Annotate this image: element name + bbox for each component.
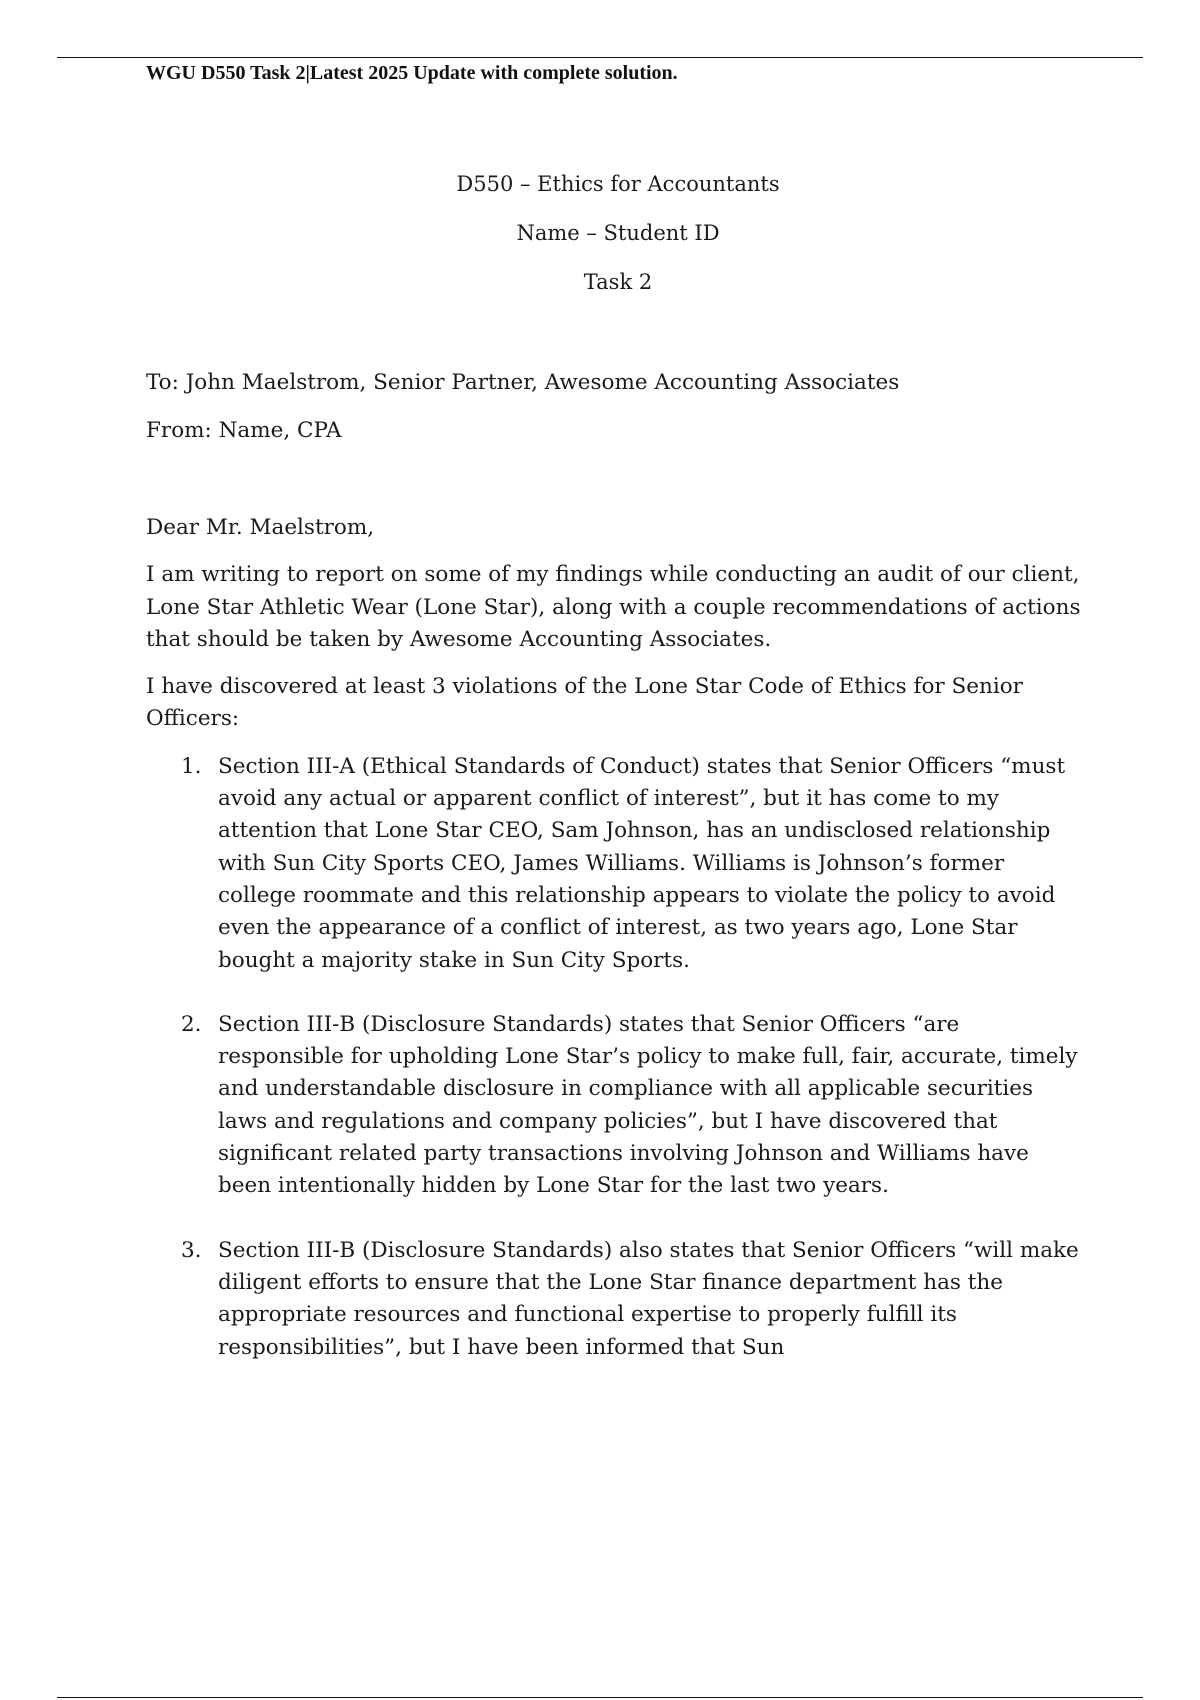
violation-text: Section III-B (Disclosure Standards) states that Senior Officers “are responsible for upholding Lone Star’s policy to make full, fair, accurate, timely and understandable disclosure in compliance with all applicable securities laws and regulations and company policies”, but I have discovered that significant related party transactions involving Johnson and Williams have been intentionally hidden by Lone Star for the last two years. bbox=[218, 1011, 1078, 1199]
memo-header bbox=[146, 368, 1076, 464]
violation-number: 3. bbox=[181, 1237, 202, 1263]
title-block bbox=[0, 170, 1200, 317]
violation-text: Section III-B (Disclosure Standards) also states that Senior Officers “will make diligent efforts to ensure that the Lone Star finance department has the appropriate resources and functional expertise to properly fulfill its responsibilities”, but I have been informed that Sun bbox=[218, 1237, 1079, 1360]
violation-text: Section III-A (Ethical Standards of Conduct) states that Senior Officers “must avoid any actual or apparent conflict of interest”, but it has come to my attention that Lone Star CEO, Sam Johnson, has an undisclosed relationship with Sun City Sports CEO, James Williams. Williams is Johnson’s former college roommate and this relationship appears to violate the policy to avoid even the appearance of a conflict of interest, as two years ago, Lone Star bought a majority stake in Sun City Sports. bbox=[218, 753, 1066, 973]
violation-item bbox=[146, 1235, 1086, 1364]
bottom-rule bbox=[57, 1697, 1143, 1698]
salutation: Dear Mr. Maelstrom, bbox=[146, 515, 375, 540]
violations-list bbox=[146, 751, 1086, 1364]
memo-from: From: Name, CPA bbox=[146, 418, 342, 443]
task-title: Task 2 bbox=[583, 270, 653, 294]
violation-number: 1. bbox=[181, 753, 202, 779]
violation-number: 2. bbox=[181, 1011, 202, 1037]
student-name-line: Name – Student ID bbox=[516, 221, 720, 245]
top-rule bbox=[57, 57, 1143, 58]
violations-intro: I have discovered at least 3 violations of the Lone Star Code of Ethics for Senior Officers: bbox=[146, 674, 1023, 732]
violation-item bbox=[146, 1009, 1086, 1203]
letter-body bbox=[146, 512, 1086, 1396]
memo-to: To: John Maelstrom, Senior Partner, Awesome Accounting Associates bbox=[146, 370, 900, 395]
course-title: D550 – Ethics for Accountants bbox=[456, 172, 780, 196]
intro-paragraph: I am writing to report on some of my findings while conducting an audit of our client, Lone Star Athletic Wear (Lone Star), along with a couple recommendations of actions that should be taken by Awesome Accounting Associates. bbox=[146, 562, 1081, 652]
document-header-note: WGU D550 Task 2|Latest 2025 Update with complete solution. bbox=[146, 62, 678, 84]
violation-item bbox=[146, 751, 1086, 977]
